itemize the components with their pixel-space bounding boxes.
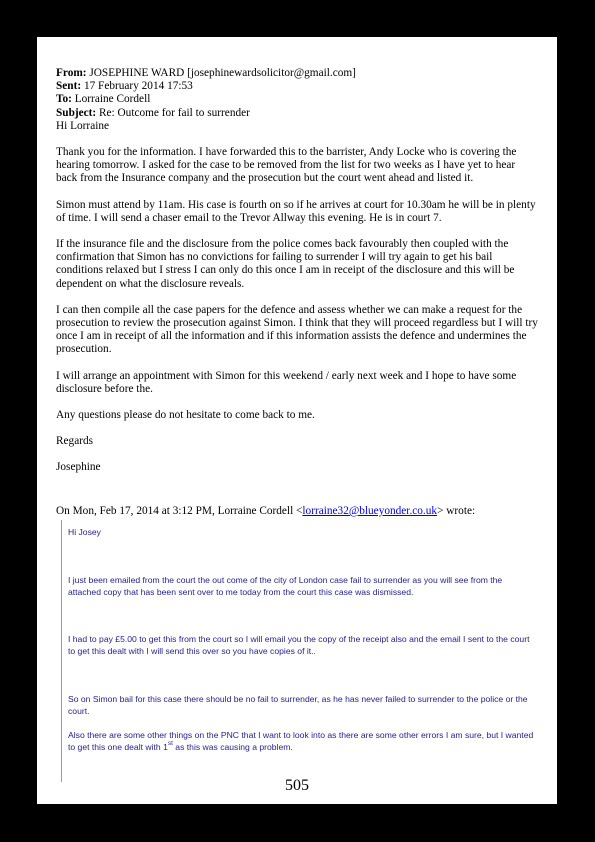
- paragraph: I will arrange an appointment with Simon for this weekend / early next week and I hope to have some disclosure before the.: [56, 369, 517, 395]
- from-label: From:: [56, 67, 87, 79]
- ordinal-suffix: st: [167, 740, 173, 748]
- sent-value: 17 February 2014 17:53: [83, 80, 193, 93]
- quote-text: as this was causing a problem.: [172, 742, 293, 752]
- sign-off: Regards: [56, 435, 94, 448]
- to-row: [56, 93, 536, 106]
- from-value: JOSEPHINE WARD [josephinewardsolicitor@gmail.com]: [89, 67, 356, 79]
- quote-paragraph: So on Simon bail for this case there should be no fail to surrender, as he has never failed to surrender to the police or the court.: [68, 694, 528, 716]
- document-page: [37, 37, 557, 804]
- sent-label: Sent:: [56, 80, 82, 93]
- paragraph: I can then compile all the case papers for the defence and assess whether we can make a request for the prosecution to review the prosecution against Simon. I think that they will proceed regardless but I will try once I am in receipt of all the information and if this information assists the defence and undermines the prosecution.: [56, 303, 538, 356]
- quoted-message: [61, 520, 540, 782]
- quote-paragraph: I just been emailed from the court the out come of the city of London case fail to surrender as you will see from the attached copy that has been sent over to me today from the court this case was dismissed.: [68, 575, 503, 597]
- subject-label: Subject:: [56, 106, 97, 119]
- quote-intro-prefix: On Mon, Feb 17, 2014 at 3:12 PM, Lorraine Cordell <: [56, 505, 303, 517]
- signature: Josephine: [56, 461, 101, 474]
- from-row: [56, 67, 536, 80]
- sender-email-link[interactable]: lorraine32@blueyonder.co.uk: [302, 505, 438, 517]
- to-label: To:: [56, 93, 72, 106]
- subject-value: Re: Outcome for fail to surrender: [99, 106, 250, 119]
- quote-paragraph: [68, 729, 534, 753]
- to-value: Lorraine Cordell: [74, 93, 151, 106]
- page-number: 505: [285, 777, 309, 794]
- paragraph: Any questions please do not hesitate to come back to me.: [56, 409, 315, 422]
- subject-row: [56, 107, 536, 120]
- quote-text: Also there are some other things on the PNC that I want to look into as there are some other errors I am sure, but I wanted to get this one dealt with 1: [68, 730, 534, 752]
- quote-intro-suffix: > wrote:: [437, 505, 476, 517]
- quote-paragraph: I had to pay £5.00 to get this from the court so I will email you the copy of the receipt also and the email I sent to the court to get this dealt with I will send this over so you have copies of it..: [68, 634, 530, 656]
- email-body: [56, 146, 538, 488]
- quote-greeting: Hi Josey: [68, 527, 101, 537]
- paragraph: Simon must attend by 11am. His case is fourth on so if he arrives at court for 10.30am he will be in plenty of time. I will send a chaser email to the Trevor Allway this evening. He is in court 7.: [56, 198, 536, 224]
- paragraph: If the insurance file and the disclosure from the police comes back favourably then coupled with the confirmation that Simon has no convictions for failing to surrender I will try again to get his bail conditions relaxed but I stress I can only do this once I am in receipt of the disclosure and this will be dependent on what the disclosure reveals.: [56, 238, 515, 290]
- sent-row: [56, 80, 536, 93]
- paragraph: Thank you for the information. I have forwarded this to the barrister, Andy Locke who is covering the hearing tomorrow. I asked for the case to be removed from the list for two weeks as I have yet to hear back from the Insurance company and the prosecution but the court went ahead and listed it.: [56, 146, 517, 185]
- quote-intro: [56, 505, 538, 518]
- greeting: Hi Lorraine: [56, 119, 110, 132]
- email-header: [56, 67, 536, 133]
